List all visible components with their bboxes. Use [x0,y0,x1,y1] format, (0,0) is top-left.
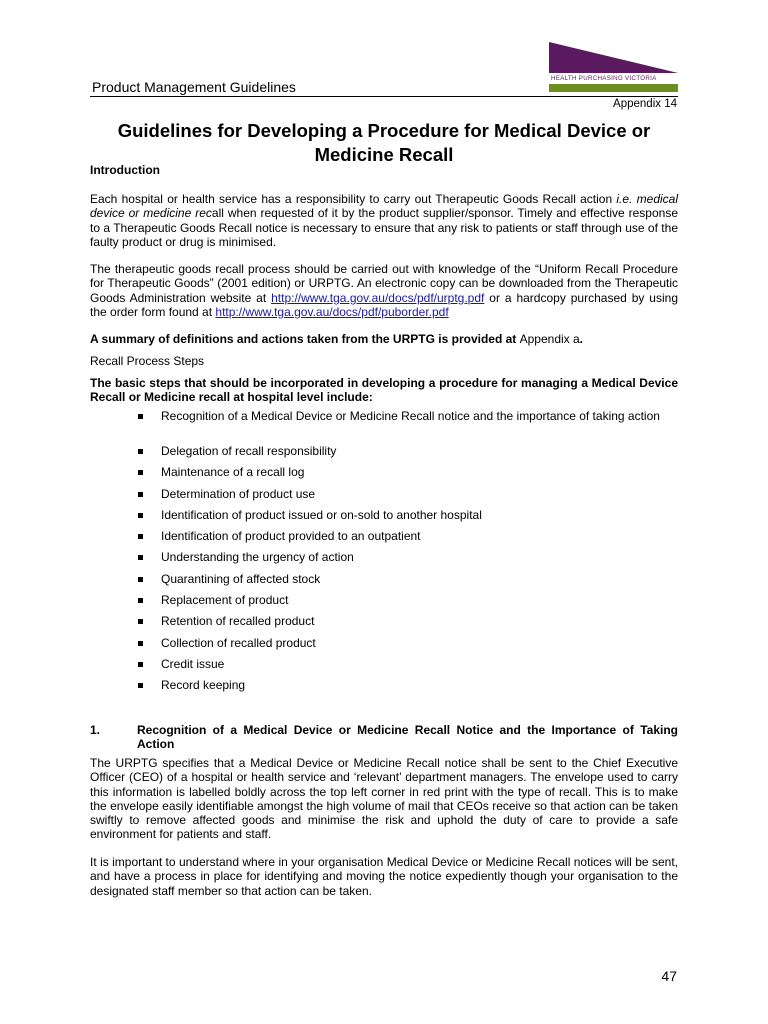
list-item: Identification of product provided to an outpatient [137,529,678,550]
list-item: Identification of product issued or on-sold to another hospital [137,508,678,529]
list-item: Quarantining of affected stock [137,572,678,593]
bullet-square-icon [138,414,143,419]
section-number: 1. [90,723,101,737]
bullet-square-icon [138,492,143,497]
bullet-square-icon [138,470,143,475]
list-item: Retention of recalled product [137,614,678,635]
document-title: Guidelines for Developing a Procedure for Medical Device or Medicine Recall [117,120,651,165]
bullet-square-icon [138,598,143,603]
list-item: Record keeping [137,678,678,699]
steps-heading: Recall Process Steps [90,354,205,368]
list-item: Delegation of recall responsibility [137,444,678,465]
summary-line: A summary of definitions and actions taken from the URPTG is provided at Appendix a. [90,332,584,346]
bullet-square-icon [138,449,143,454]
list-item: Determination of product use [137,487,678,508]
bullet-square-icon [138,555,143,560]
list-item: Recognition of a Medical Device or Medicine Recall notice and the importance of taking action [137,409,678,444]
list-item: Understanding the urgency of action [137,550,678,571]
bullet-square-icon [138,513,143,518]
intro-paragraph-1: Each hospital or health service has a responsibility to carry out Therapeutic Goods Recall action i.e. medical device or medicine recall when requested of it by the product supplier/sponsor. Timely and effective response to a Therapeutic Goods Recall notice is necessary to ensure that any risk to patients or staff through use of the faulty product or drug is minimised. [90,192,678,249]
bullet-square-icon [138,662,143,667]
header-divider [90,96,678,97]
intro-paragraph-2: The therapeutic goods recall process should be carried out with knowledge of the “Uniform Recall Procedure for Therapeutic Goods” (2001 edition) or URPTG. An electronic copy can be downloaded from the Therapeutic Goods Administration website at http://www.tga.gov.au/docs/pdf/urptg.pdf or a hardcopy purchased by using the order form found at http://www.tga.gov.au/docs/pdf/puborder.pdf [90,262,678,319]
intro-heading: Introduction [90,163,160,177]
bullet-square-icon [138,641,143,646]
puborder-link[interactable]: http://www.tga.gov.au/docs/pdf/puborder.pdf [215,304,449,319]
logo-green-bar [549,84,678,92]
urptg-link[interactable]: http://www.tga.gov.au/docs/pdf/urptg.pdf [271,290,485,305]
logo-text: HEALTH PURCHASING VICTORIA [551,75,657,82]
bullet-square-icon [138,683,143,688]
bullet-square-icon [138,619,143,624]
list-item: Replacement of product [137,593,678,614]
steps-list [137,409,678,700]
header-title: Product Management Guidelines [92,79,296,95]
bullet-square-icon [138,577,143,582]
list-item: Collection of recalled product [137,636,678,657]
section-1-heading [90,723,678,752]
list-item: Credit issue [137,657,678,678]
appendix-label: Appendix 14 [613,98,677,110]
bullet-square-icon [138,534,143,539]
section-1-paragraph-1: The URPTG specifies that a Medical Device or Medicine Recall notice shall be sent to the Chief Executive Officer (CEO) of a hospital or health service and ‘relevant’ department managers. The envelope used to carry this information is labelled boldly across the top left corner in red print with the type of recall. This is to make the envelope easily identifiable amongst the high volume of mail that CEOs receive so that action can be taken swiftly to remove affected goods and minimise the risk and uphold the duty of care to provide a safe environment for patients and staff. [90,756,678,842]
page-number: 47 [661,968,677,984]
steps-intro: The basic steps that should be incorporated in developing a procedure for managing a Medical Device Recall or Medicine recall at hospital level include: [90,376,678,405]
list-item: Maintenance of a recall log [137,465,678,486]
section-title: Recognition of a Medical Device or Medicine Recall Notice and the Importance of Taking Action [137,723,678,752]
section-1-paragraph-2: It is important to understand where in your organisation Medical Device or Medicine Recall notices will be sent, and have a process in place for identifying and moving the notice expediently though your organisation to the designated staff member so that action can be taken. [90,855,678,898]
